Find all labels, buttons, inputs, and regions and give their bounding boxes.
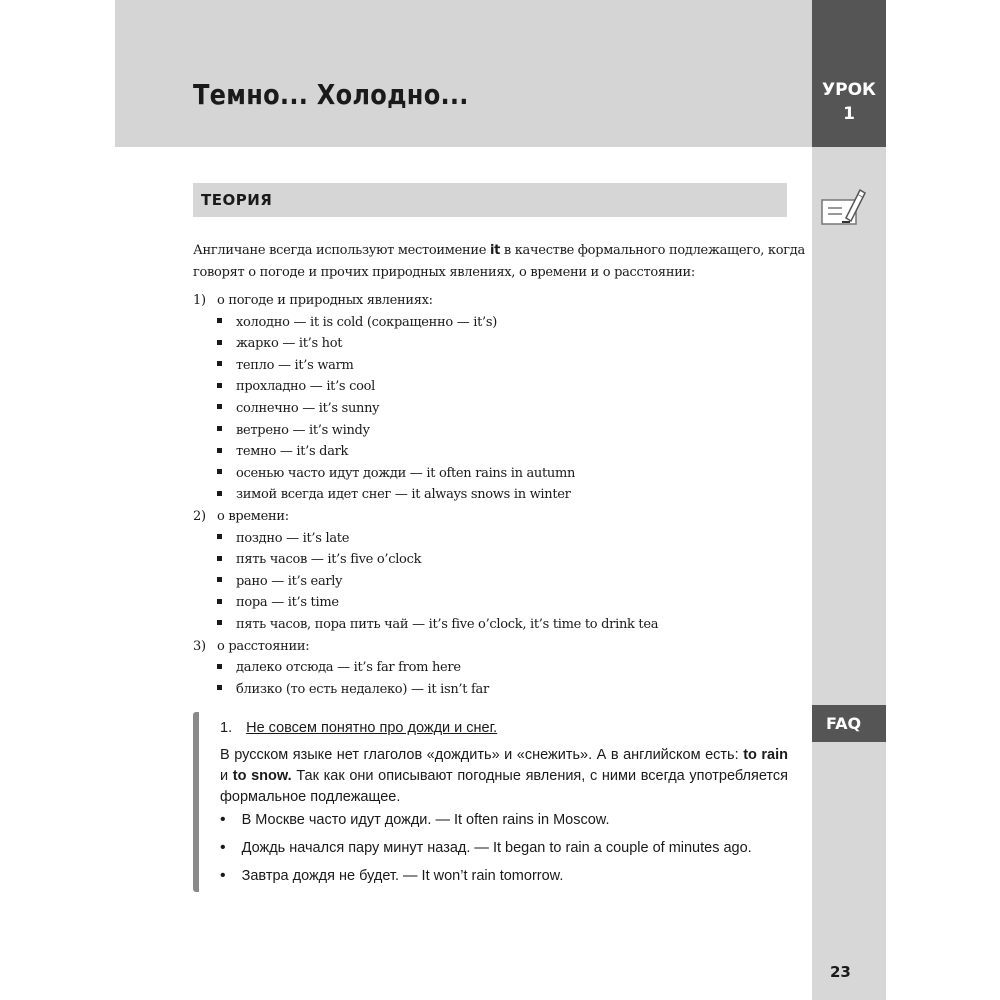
intro-text: в качестве формального подлежащего, когда <box>500 243 805 258</box>
list-item <box>193 441 793 463</box>
list-item <box>193 679 793 701</box>
list-item-text: жарко — it’s hot <box>236 336 343 352</box>
intro-bold: it <box>489 243 501 258</box>
list-item <box>193 355 793 377</box>
pencil-note-icon <box>820 186 866 228</box>
list-item <box>193 484 793 506</box>
list-item <box>193 420 793 442</box>
list-item <box>193 312 793 334</box>
section-label: о погоде и природных явлениях: <box>217 293 433 308</box>
list-item-text: далеко отсюда — it’s far from here <box>236 660 461 676</box>
list-item-text: близко (то есть недалеко) — it isn’t far <box>236 681 489 697</box>
list-item-text: холодно — it is cold (сокращенно — it’s) <box>236 314 498 330</box>
answer-bold: to snow. <box>232 768 292 784</box>
section-heading <box>193 290 793 312</box>
list-item-text: ветрено — it’s windy <box>236 422 370 438</box>
list-item-text: зимой всегда идет снег — it always snows in winter <box>236 487 571 503</box>
section-label: о расстоянии: <box>217 638 310 654</box>
lesson-tab <box>812 0 886 147</box>
section-number: 1) <box>193 293 206 308</box>
theory-list <box>193 290 793 700</box>
example-item: • В Москве часто идут дожди. — It often rains in Moscow. <box>220 811 610 829</box>
list-item <box>193 333 793 355</box>
list-item-text: тепло — it’s warm <box>236 357 354 373</box>
lesson-label: УРОК <box>822 80 876 100</box>
list-item-text: пора — it’s time <box>236 595 339 611</box>
section-label: о времени: <box>217 508 289 524</box>
theory-heading: ТЕОРИЯ <box>193 183 787 217</box>
list-item <box>193 376 793 398</box>
list-item <box>193 657 793 679</box>
intro-paragraph <box>193 240 805 283</box>
page-header <box>115 0 812 147</box>
list-item-text: пять часов, пора пить чай — it’s five o’clock, it’s time to drink tea <box>236 616 659 632</box>
faq-answer <box>220 745 788 808</box>
page-title: Темно... Холодно... <box>193 78 469 111</box>
answer-bold: to rain <box>743 747 788 763</box>
faq-tab: FAQ <box>812 705 886 742</box>
list-item-text: прохладно — it’s cool <box>236 379 376 395</box>
sidebar <box>812 0 886 1000</box>
question-number: 1. <box>220 720 233 736</box>
intro-text: Англичане всегда используют местоимение <box>193 243 490 258</box>
list-item-text: пять часов — it’s five o’clock <box>236 552 422 568</box>
example-item: • Завтра дождя не будет. — It won’t rain tomorrow. <box>220 867 563 885</box>
section-heading <box>193 506 793 528</box>
list-item-text: рано — it’s early <box>236 573 343 589</box>
faq-question <box>220 720 497 736</box>
answer-text: и <box>220 768 233 784</box>
section-number: 2) <box>193 508 206 524</box>
page-number: 23 <box>830 963 851 981</box>
list-item <box>193 614 793 636</box>
answer-text: В русском языке нет глаголов «дождить» и «снежить». А в английском есть: <box>220 747 744 763</box>
list-item <box>193 571 793 593</box>
list-item <box>193 528 793 550</box>
list-item <box>193 398 793 420</box>
list-item <box>193 463 793 485</box>
list-item-text: темно — it’s dark <box>236 444 349 460</box>
list-item-text: осенью часто идут дожди — it often rains in autumn <box>236 465 576 481</box>
question-text: Не совсем понятно про дожди и снег. <box>246 720 498 736</box>
example-item: • Дождь начался пару минут назад. — It began to rain a couple of minutes ago. <box>220 839 752 857</box>
list-item <box>193 549 793 571</box>
faq-box <box>193 712 787 892</box>
answer-text: Так как они описывают погодные явления, с ними всегда употребляется формальное подлежащее. <box>220 768 788 805</box>
list-item-text: солнечно — it’s sunny <box>236 400 380 416</box>
section-heading <box>193 636 793 658</box>
intro-text: говорят о погоде и прочих природных явлениях, о времени и о расстоянии: <box>193 264 696 280</box>
section-number: 3) <box>193 638 206 654</box>
list-item-text: поздно — it’s late <box>236 530 350 546</box>
lesson-number: 1 <box>843 104 855 124</box>
list-item <box>193 592 793 614</box>
